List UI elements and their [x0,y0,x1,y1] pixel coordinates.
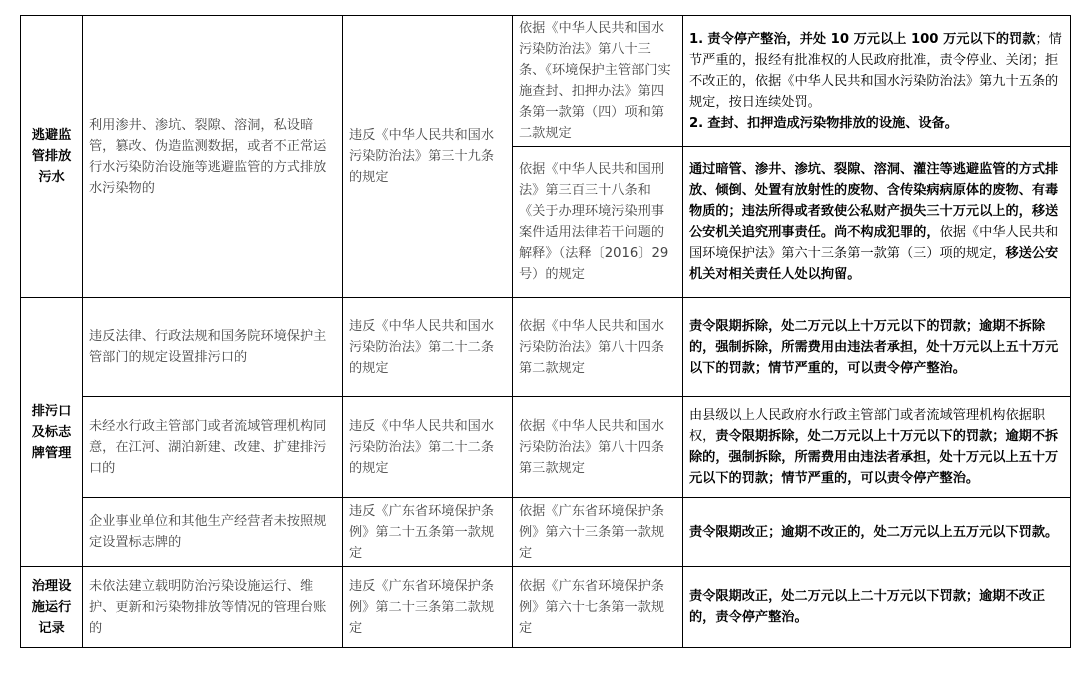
law-cell: 违反《中华人民共和国水污染防治法》第三十九条的规定 [343,16,513,298]
penalty-plain-text: 由县级以上人民政府水行政主管部门或者流域管理机构依据职权， [689,408,1046,444]
penalty-cell [683,16,1071,147]
law-cell: 违反《广东省环境保护条例》第二十五条第一款规定 [343,498,513,567]
penalty-bold-text: 责令限期改正，处二万元以上二十万元以下罚款；逾期不改正的，责令停产整治。 [689,589,1046,625]
penalty-table [20,15,1071,648]
table-row [21,16,1071,147]
penalty-bold-text: 查封、扣押造成污染物排放的设施、设备。 [707,115,958,131]
behavior-cell: 利用渗井、渗坑、裂隙、溶洞，私设暗管，篡改、伪造监测数据，或者不正常运行水污染防治设施等逃避监管的方式排放水污染物的 [83,16,343,298]
penalty-item-1: 1. 责令停产整治，并处 10 万元以上 100 万元以下的罚款；情节严重的，报经有批准权的人民政府批准，责令停业、关闭；拒不改正的，依据《中华人民共和国水污染防治法》第九十五条的规定，按日连续处罚。 [689,31,1062,110]
law-cell: 违反《广东省环境保护条例》第二十三条第二款规定 [343,567,513,648]
category-cell: 治理设施运行记录 [21,567,83,648]
table-row [21,498,1071,567]
penalty-cell [683,147,1071,298]
basis-cell: 依据《中华人民共和国水污染防治法》第八十三条、《环境保护主管部门实施查封、扣押办法》第四条第一款第（四）项和第二款规定 [513,16,683,147]
penalty-bold-text: 责令限期改正；逾期不改正的，处二万元以上五万元以下罚款。 [689,524,1059,540]
penalty-bold-text: 责令停产整治，并处 10 万元以上 100 万元以下的罚款 [707,31,1036,47]
table-row [21,397,1071,498]
behavior-cell: 未经水行政主管部门或者流域管理机构同意，在江河、湖泊新建、改建、扩建排污口的 [83,397,343,498]
penalty-bold-text: 移送公安机关对相关责任人处以拘留。 [689,246,1059,282]
penalty-cell [683,298,1071,397]
behavior-cell: 未依法建立载明防治污染设施运行、维护、更新和污染物排放等情况的管理台账的 [83,567,343,648]
penalty-bold-text: 通过暗管、渗井、渗坑、裂隙、溶洞、灌注等逃避监管的方式排放、倾倒、处置有放射性的废物、含传染病病原体的废物、有毒物质的；违法所得或者致使公私财产损失三十万元以上的，移送公安机关追究刑事责任。尚不构成犯罪的， [689,162,1059,240]
law-cell: 违反《中华人民共和国水污染防治法》第二十二条的规定 [343,298,513,397]
table-row [21,298,1071,397]
penalty-bold-text: 责令限期拆除，处二万元以上十万元以下的罚款；逾期不拆除的，强制拆除，所需费用由违法者承担，处十万元以上五十万元以下的罚款；情节严重的，可以责令停产整治。 [689,318,1059,376]
law-cell: 违反《中华人民共和国水污染防治法》第二十二条的规定 [343,397,513,498]
basis-cell: 依据《中华人民共和国水污染防治法》第八十四条第二款规定 [513,298,683,397]
penalty-cell [683,397,1071,498]
penalty-bold-text: 责令限期拆除，处二万元以上十万元以下的罚款；逾期不拆除的，强制拆除，所需费用由违法者承担，处十万元以上五十万元以下的罚款；情节严重的，可以责令停产整治。 [689,429,1059,486]
category-cell: 排污口及标志牌管理 [21,298,83,567]
penalty-item-2: 2. 查封、扣押造成污染物排放的设施、设备。 [689,115,958,131]
basis-cell: 依据《中华人民共和国水污染防治法》第八十四条第三款规定 [513,397,683,498]
basis-cell: 依据《中华人民共和国刑法》第三百三十八条和《关于办理环境污染刑事案件适用法律若干问题的解释》（法释〔2016〕29 号）的规定 [513,147,683,298]
behavior-cell: 违反法律、行政法规和国务院环境保护主管部门的规定设置排污口的 [83,298,343,397]
penalty-plain-text: ；情节严重的，报经有批准权的人民政府批准，责令停业、关闭；拒不改正的，依据《中华人民共和国水污染防治法》第九十五条的规定，按日连续处罚。 [689,31,1062,110]
penalty-plain-text: 依据《中华人民共和国环境保护法》第六十三条第一款第（三）项的规定， [689,225,1059,261]
basis-cell: 依据《广东省环境保护条例》第六十三条第一款规定 [513,498,683,567]
table-row [21,567,1071,648]
penalty-cell [683,498,1071,567]
basis-cell: 依据《广东省环境保护条例》第六十七条第一款规定 [513,567,683,648]
penalty-cell [683,567,1071,648]
category-cell: 逃避监管排放污水 [21,16,83,298]
behavior-cell: 企业事业单位和其他生产经营者未按照规定设置标志牌的 [83,498,343,567]
